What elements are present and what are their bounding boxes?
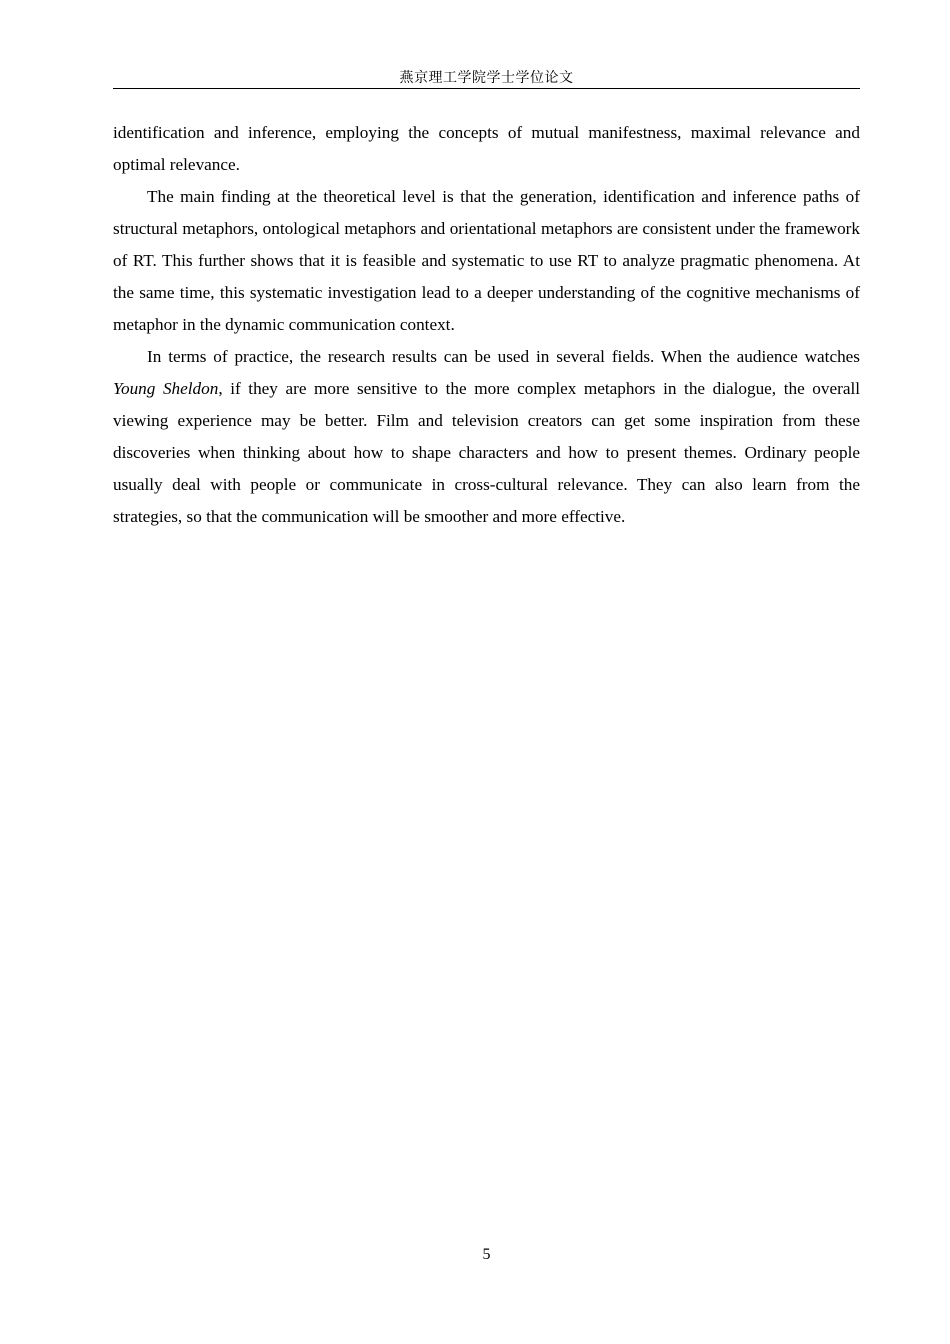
paragraph-3 — [113, 341, 860, 533]
page-header — [113, 68, 860, 89]
work-title: Young Sheldon — [113, 379, 219, 398]
paragraph-1: identification and inference, employing the concepts of mutual manifestness, maximal relevance and optimal relevance. — [113, 123, 860, 174]
paragraph-3-text-start: In terms of practice, the research results can be used in several fields. When the audience watches — [147, 347, 860, 366]
body-text — [113, 117, 860, 533]
paragraph-2: The main finding at the theoretical level is that the generation, identification and inference paths of structural metaphors, ontological metaphors and orientational metaphors are consistent under the framework of RT. This further shows that it is feasible and systematic to use RT to analyze pragmatic phenomena. At the same time, this systematic investigation lead to a deeper understanding of the cognitive mechanisms of metaphor in the dynamic communication context. — [113, 187, 860, 334]
paragraph-3-text-end: , if they are more sensitive to the more complex metaphors in the dialogue, the overall viewing experience may be better. Film and television creators can get some inspiration from these discoveries when thinking about how to shape characters and how to present themes. Ordinary people usually deal with people or communicate in cross-cultural relevance. They can also learn from the strategies, so that the communication will be smoother and more effective. — [113, 379, 860, 526]
header-title: 燕京理工学院学士学位论文 — [399, 70, 574, 86]
page-number: 5 — [482, 1246, 491, 1263]
